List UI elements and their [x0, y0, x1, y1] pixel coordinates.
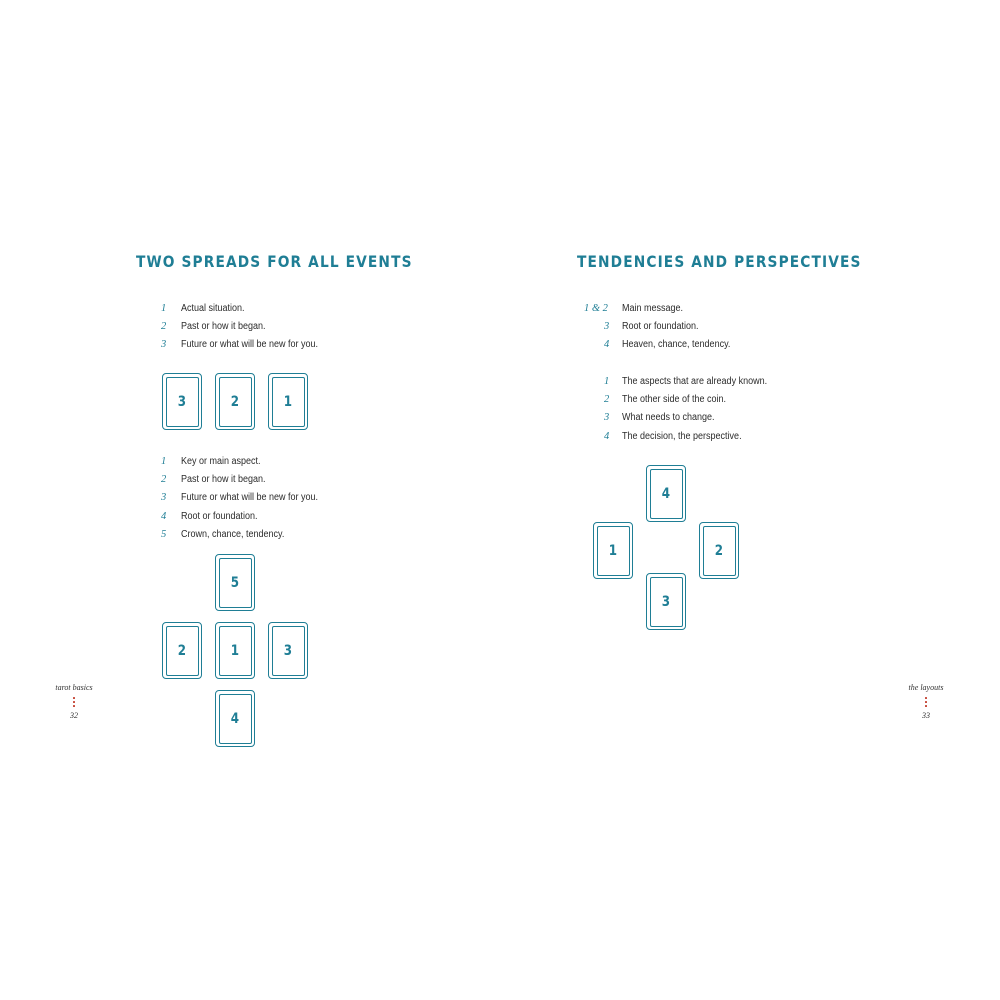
spread-one-position-list	[150, 300, 410, 355]
running-footer-title: tarot basics	[55, 683, 93, 692]
position-number: 4	[604, 339, 610, 351]
position-number: 2	[161, 474, 167, 486]
cross-spread-alternate-list	[580, 373, 880, 446]
position-description: Root or foundation.	[622, 321, 699, 333]
tarot-card	[646, 465, 686, 522]
list-item	[150, 489, 410, 507]
card-position-number: 4	[661, 485, 671, 502]
tarot-card	[268, 373, 308, 430]
list-item	[580, 373, 880, 391]
footer-divider	[896, 693, 956, 711]
list-item	[580, 318, 880, 336]
list-item	[150, 318, 410, 336]
spread-two-position-list	[150, 453, 410, 544]
page-heading: TWO SPREADS FOR ALL EVENTS	[136, 252, 413, 271]
tarot-card	[162, 373, 202, 430]
list-item	[580, 300, 880, 318]
position-number: 3	[161, 492, 167, 504]
page-heading: TENDENCIES AND PERSPECTIVES	[577, 252, 862, 271]
position-description: Past or how it began.	[181, 321, 266, 333]
card-position-number: 3	[661, 593, 671, 610]
position-number: 4	[161, 510, 167, 522]
position-description: Root or foundation.	[181, 510, 258, 522]
running-footer-title: the layouts	[908, 683, 944, 692]
tarot-card	[646, 573, 686, 630]
card-position-number: 2	[177, 642, 187, 659]
position-description: Heaven, chance, tendency.	[622, 339, 731, 351]
list-item	[580, 428, 880, 446]
position-description: Future or what will be new for you.	[181, 339, 319, 351]
list-item	[150, 526, 410, 544]
tarot-card	[215, 622, 255, 679]
tarot-card	[215, 690, 255, 747]
position-description: Main message.	[622, 303, 684, 314]
card-position-number: 1	[608, 542, 618, 559]
tarot-card	[593, 522, 633, 579]
page-number: 33	[922, 711, 930, 720]
position-number: 1	[604, 376, 610, 387]
position-number: 3	[161, 339, 167, 351]
position-description: Actual situation.	[181, 303, 245, 314]
tarot-card	[215, 554, 255, 611]
tarot-card	[162, 622, 202, 679]
position-number: 3	[604, 412, 610, 424]
card-position-number: 3	[283, 642, 293, 659]
list-item	[580, 391, 880, 409]
list-item	[150, 336, 410, 354]
card-position-number: 1	[283, 393, 293, 410]
position-number: 3	[604, 321, 610, 333]
position-description: Key or main aspect.	[181, 456, 261, 467]
footer-divider	[44, 693, 104, 711]
list-item	[150, 453, 410, 471]
position-description: The aspects that are already known.	[622, 376, 768, 387]
list-item	[580, 336, 880, 354]
list-item	[580, 409, 880, 427]
right-page	[500, 0, 1000, 1000]
position-description: The other side of the coin.	[622, 394, 727, 406]
position-description: What needs to change.	[622, 412, 715, 424]
position-number: 1 & 2	[584, 303, 608, 314]
page-footer	[896, 683, 956, 721]
card-position-number: 5	[230, 574, 240, 591]
tarot-card	[215, 373, 255, 430]
list-item	[150, 471, 410, 489]
cross-spread-position-list	[580, 300, 880, 355]
card-position-number: 1	[230, 642, 240, 659]
page-footer	[44, 683, 104, 721]
tarot-card	[699, 522, 739, 579]
page-number: 32	[70, 711, 78, 720]
position-number: 1	[161, 456, 167, 467]
position-description: Past or how it began.	[181, 474, 266, 486]
list-item	[150, 300, 410, 318]
position-description: The decision, the perspective.	[622, 430, 742, 442]
position-number: 4	[604, 430, 610, 442]
card-position-number: 4	[230, 710, 240, 727]
position-number: 1	[161, 303, 167, 314]
card-position-number: 2	[714, 542, 724, 559]
position-description: Future or what will be new for you.	[181, 492, 319, 504]
position-number: 2	[604, 394, 610, 406]
position-description: Crown, chance, tendency.	[181, 528, 285, 540]
list-item	[150, 508, 410, 526]
card-position-number: 3	[177, 393, 187, 410]
position-number: 5	[161, 528, 167, 540]
position-number: 2	[161, 321, 167, 333]
tarot-card	[268, 622, 308, 679]
card-position-number: 2	[230, 393, 240, 410]
